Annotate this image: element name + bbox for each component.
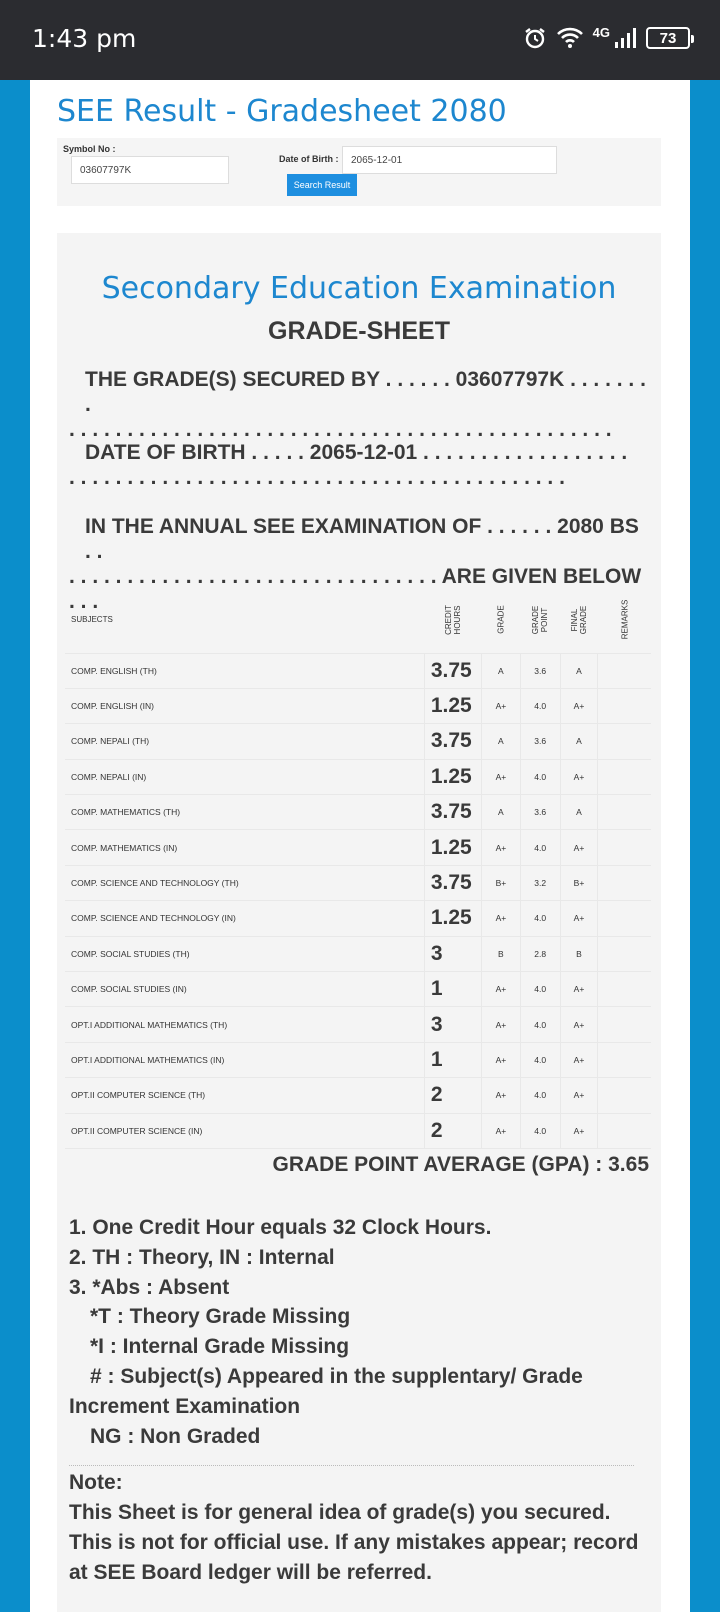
credit-cell: 3	[424, 936, 481, 971]
note-item: NG : Non Graded	[90, 1424, 261, 1448]
grades-table	[65, 587, 651, 1149]
gpa-text: GRADE POINT AVERAGE (GPA) : 3.65	[272, 1153, 649, 1176]
credit-cell: 1.25	[424, 759, 481, 794]
dob-input[interactable]: 2065-12-01	[342, 146, 557, 174]
search-result-button[interactable]: Search Result	[287, 174, 357, 196]
table-row	[65, 724, 651, 759]
remarks-cell	[598, 1007, 651, 1042]
header-final-grade-text: FINAL GRADE	[569, 605, 588, 634]
credit-cell: 3.75	[424, 724, 481, 759]
remarks-cell	[598, 1042, 651, 1077]
credit-cell: 1.25	[424, 830, 481, 865]
dob-dots: . . . . . . . . . . . . . . . . . . . . . . . . . . . . . . . . . . . . . . . . . . .	[69, 466, 565, 489]
remarks-cell	[598, 653, 651, 688]
battery-icon	[646, 27, 690, 49]
dob-text: DATE OF BIRTH . . . . . 2065-12-01 . . . . . . . . . . . . . . . . . .	[85, 441, 628, 464]
subject-cell: COMP. ENGLISH (TH)	[65, 653, 424, 688]
credit-cell: 2	[424, 1078, 481, 1113]
exam-text: IN THE ANNUAL SEE EXAMINATION OF . . . . . . 2080 BS . .	[85, 515, 639, 563]
symbol-label: Symbol No :	[63, 144, 116, 154]
remarks-cell	[598, 865, 651, 900]
grade-point-cell: 4.0	[520, 688, 560, 723]
final-grade-cell: A	[560, 795, 598, 830]
subject-cell: COMP. NEPALI (IN)	[65, 759, 424, 794]
subject-cell: COMP. SOCIAL STUDIES (IN)	[65, 972, 424, 1007]
grade-point-cell: 3.6	[520, 653, 560, 688]
grade-point-cell: 4.0	[520, 759, 560, 794]
subject-cell: COMP. ENGLISH (IN)	[65, 688, 424, 723]
grade-point-cell: 3.6	[520, 724, 560, 759]
subject-cell: OPT.I ADDITIONAL MATHEMATICS (TH)	[65, 1007, 424, 1042]
table-row	[65, 1113, 651, 1148]
credit-cell: 1	[424, 972, 481, 1007]
subject-cell: OPT.I ADDITIONAL MATHEMATICS (IN)	[65, 1042, 424, 1077]
note-item: # : Subject(s) Appeared in the supplentary/ Grade	[90, 1364, 583, 1388]
gradesheet-title: GRADE-SHEET	[268, 317, 450, 345]
remarks-cell	[598, 972, 651, 1007]
table-row	[65, 936, 651, 971]
table-row	[65, 653, 651, 688]
remarks-cell	[598, 1113, 651, 1148]
alarm-icon	[523, 26, 547, 50]
secured-by-line	[69, 367, 649, 442]
header-grade-text: GRADE	[496, 605, 506, 634]
remarks-cell	[598, 688, 651, 723]
grade-point-cell: 2.8	[520, 936, 560, 971]
credit-cell: 2	[424, 1113, 481, 1148]
signal-icon	[614, 27, 636, 49]
header-credit-hours	[424, 587, 481, 653]
grade-point-cell: 3.2	[520, 865, 560, 900]
wifi-icon	[557, 27, 583, 49]
final-grade-cell: A+	[560, 972, 598, 1007]
grade-cell: A+	[482, 830, 521, 865]
subject-cell: COMP. MATHEMATICS (TH)	[65, 795, 424, 830]
subject-cell: COMP. MATHEMATICS (IN)	[65, 830, 424, 865]
remarks-cell	[598, 936, 651, 971]
status-icons	[523, 26, 690, 50]
grade-point-cell: 4.0	[520, 830, 560, 865]
header-grade-point	[520, 587, 560, 653]
grade-sheet	[57, 233, 661, 1612]
subject-cell: COMP. SCIENCE AND TECHNOLOGY (IN)	[65, 901, 424, 936]
exam-dots: . . . . . . . . . . . . . . . . . . . . . . . . . . . . . . . . ARE GIVEN BELOW . . .	[69, 565, 642, 613]
grade-cell: B+	[482, 865, 521, 900]
table-row	[65, 830, 651, 865]
remarks-cell	[598, 724, 651, 759]
battery-level: 73	[659, 29, 677, 47]
final-grade-cell: A+	[560, 901, 598, 936]
credit-cell: 1.25	[424, 688, 481, 723]
grade-point-cell: 4.0	[520, 1042, 560, 1077]
table-row	[65, 901, 651, 936]
remarks-cell	[598, 795, 651, 830]
final-grade-cell: A+	[560, 1042, 598, 1077]
status-time: 1:43 pm	[32, 24, 137, 53]
note-item: 3. *Abs : Absent	[69, 1275, 230, 1299]
grade-point-cell: 4.0	[520, 901, 560, 936]
exam-title: Secondary Education Examination	[101, 271, 617, 306]
header-grade-point-text: GRADE POINT	[531, 605, 550, 634]
final-grade-cell: A+	[560, 759, 598, 794]
note-item: 1. One Credit Hour equals 32 Clock Hours.	[69, 1216, 492, 1239]
final-grade-cell: A+	[560, 1113, 598, 1148]
grade-cell: A+	[482, 1007, 521, 1042]
table-row	[65, 795, 651, 830]
network-type: 4G	[592, 24, 610, 40]
search-form	[57, 138, 661, 206]
final-grade-cell: B+	[560, 865, 598, 900]
subject-cell: OPT.II COMPUTER SCIENCE (IN)	[65, 1113, 424, 1148]
remarks-cell	[598, 830, 651, 865]
page-title: SEE Result - Gradesheet 2080	[57, 94, 507, 129]
table-row	[65, 865, 651, 900]
table-header-row	[65, 587, 651, 653]
grade-cell: B	[482, 936, 521, 971]
credit-cell: 3.75	[424, 795, 481, 830]
subject-cell: OPT.II COMPUTER SCIENCE (TH)	[65, 1078, 424, 1113]
credit-cell: 1.25	[424, 901, 481, 936]
final-grade-cell: B	[560, 936, 598, 971]
table-row	[65, 1042, 651, 1077]
grade-cell: A+	[482, 1042, 521, 1077]
credit-cell: 1	[424, 1042, 481, 1077]
page-card	[30, 80, 690, 1612]
grade-cell: A+	[482, 901, 521, 936]
note-item: *T : Theory Grade Missing	[90, 1305, 351, 1329]
grade-cell: A	[482, 653, 521, 688]
remarks-cell	[598, 759, 651, 794]
subject-cell: COMP. SOCIAL STUDIES (TH)	[65, 936, 424, 971]
grade-cell: A	[482, 795, 521, 830]
grade-cell: A+	[482, 1078, 521, 1113]
header-remarks	[598, 587, 651, 653]
final-grade-cell: A	[560, 724, 598, 759]
grade-point-cell: 4.0	[520, 1078, 560, 1113]
grade-cell: A+	[482, 688, 521, 723]
status-bar	[0, 0, 720, 80]
grade-point-cell: 4.0	[520, 1007, 560, 1042]
credit-cell: 3.75	[424, 653, 481, 688]
subject-cell: COMP. NEPALI (TH)	[65, 724, 424, 759]
header-subjects: SUBJECTS	[65, 587, 424, 653]
table-row	[65, 1007, 651, 1042]
final-grade-cell: A+	[560, 1078, 598, 1113]
credit-cell: 3	[424, 1007, 481, 1042]
subject-cell: COMP. SCIENCE AND TECHNOLOGY (TH)	[65, 865, 424, 900]
final-grade-cell: A+	[560, 688, 598, 723]
note-text: This Sheet is for general idea of grade(s) you secured. This is not for official use. If any mistakes appear; record at SEE Board ledger will be referred.	[69, 1501, 639, 1584]
grade-cell: A+	[482, 1113, 521, 1148]
remarks-cell	[598, 901, 651, 936]
table-row	[65, 1078, 651, 1113]
header-credit-hours-text: CREDIT HOURS	[443, 604, 462, 635]
final-grade-cell: A+	[560, 1007, 598, 1042]
dob-label: Date of Birth :	[279, 154, 339, 164]
grade-cell: A+	[482, 759, 521, 794]
secured-by-dots: . . . . . . . . . . . . . . . . . . . . . . . . . . . . . . . . . . . . . . . . . . . . . . .	[69, 418, 612, 441]
remarks-cell	[598, 1078, 651, 1113]
header-grade	[482, 587, 521, 653]
table-row	[65, 688, 651, 723]
final-grade-cell: A+	[560, 830, 598, 865]
header-remarks-text: REMARKS	[619, 599, 629, 640]
table-row	[65, 759, 651, 794]
note-item: *I : Internal Grade Missing	[90, 1335, 350, 1359]
grade-point-cell: 3.6	[520, 795, 560, 830]
symbol-input[interactable]: 03607797K	[71, 156, 229, 184]
note-title: Note:	[69, 1471, 123, 1494]
credit-cell: 3.75	[424, 865, 481, 900]
grade-cell: A+	[482, 972, 521, 1007]
note-item: Increment Examination	[69, 1394, 301, 1418]
divider	[69, 1465, 634, 1466]
grade-point-cell: 4.0	[520, 972, 560, 1007]
secured-by-text: THE GRADE(S) SECURED BY . . . . . . 03607797K . . . . . . . .	[85, 368, 646, 416]
table-row	[65, 972, 651, 1007]
grade-cell: A	[482, 724, 521, 759]
final-grade-cell: A	[560, 653, 598, 688]
note-item: 2. TH : Theory, IN : Internal	[69, 1245, 335, 1269]
header-final-grade	[560, 587, 598, 653]
notes-list	[69, 1213, 649, 1451]
grade-point-cell: 4.0	[520, 1113, 560, 1148]
disclaimer-note	[69, 1468, 649, 1588]
dob-line	[69, 440, 649, 490]
